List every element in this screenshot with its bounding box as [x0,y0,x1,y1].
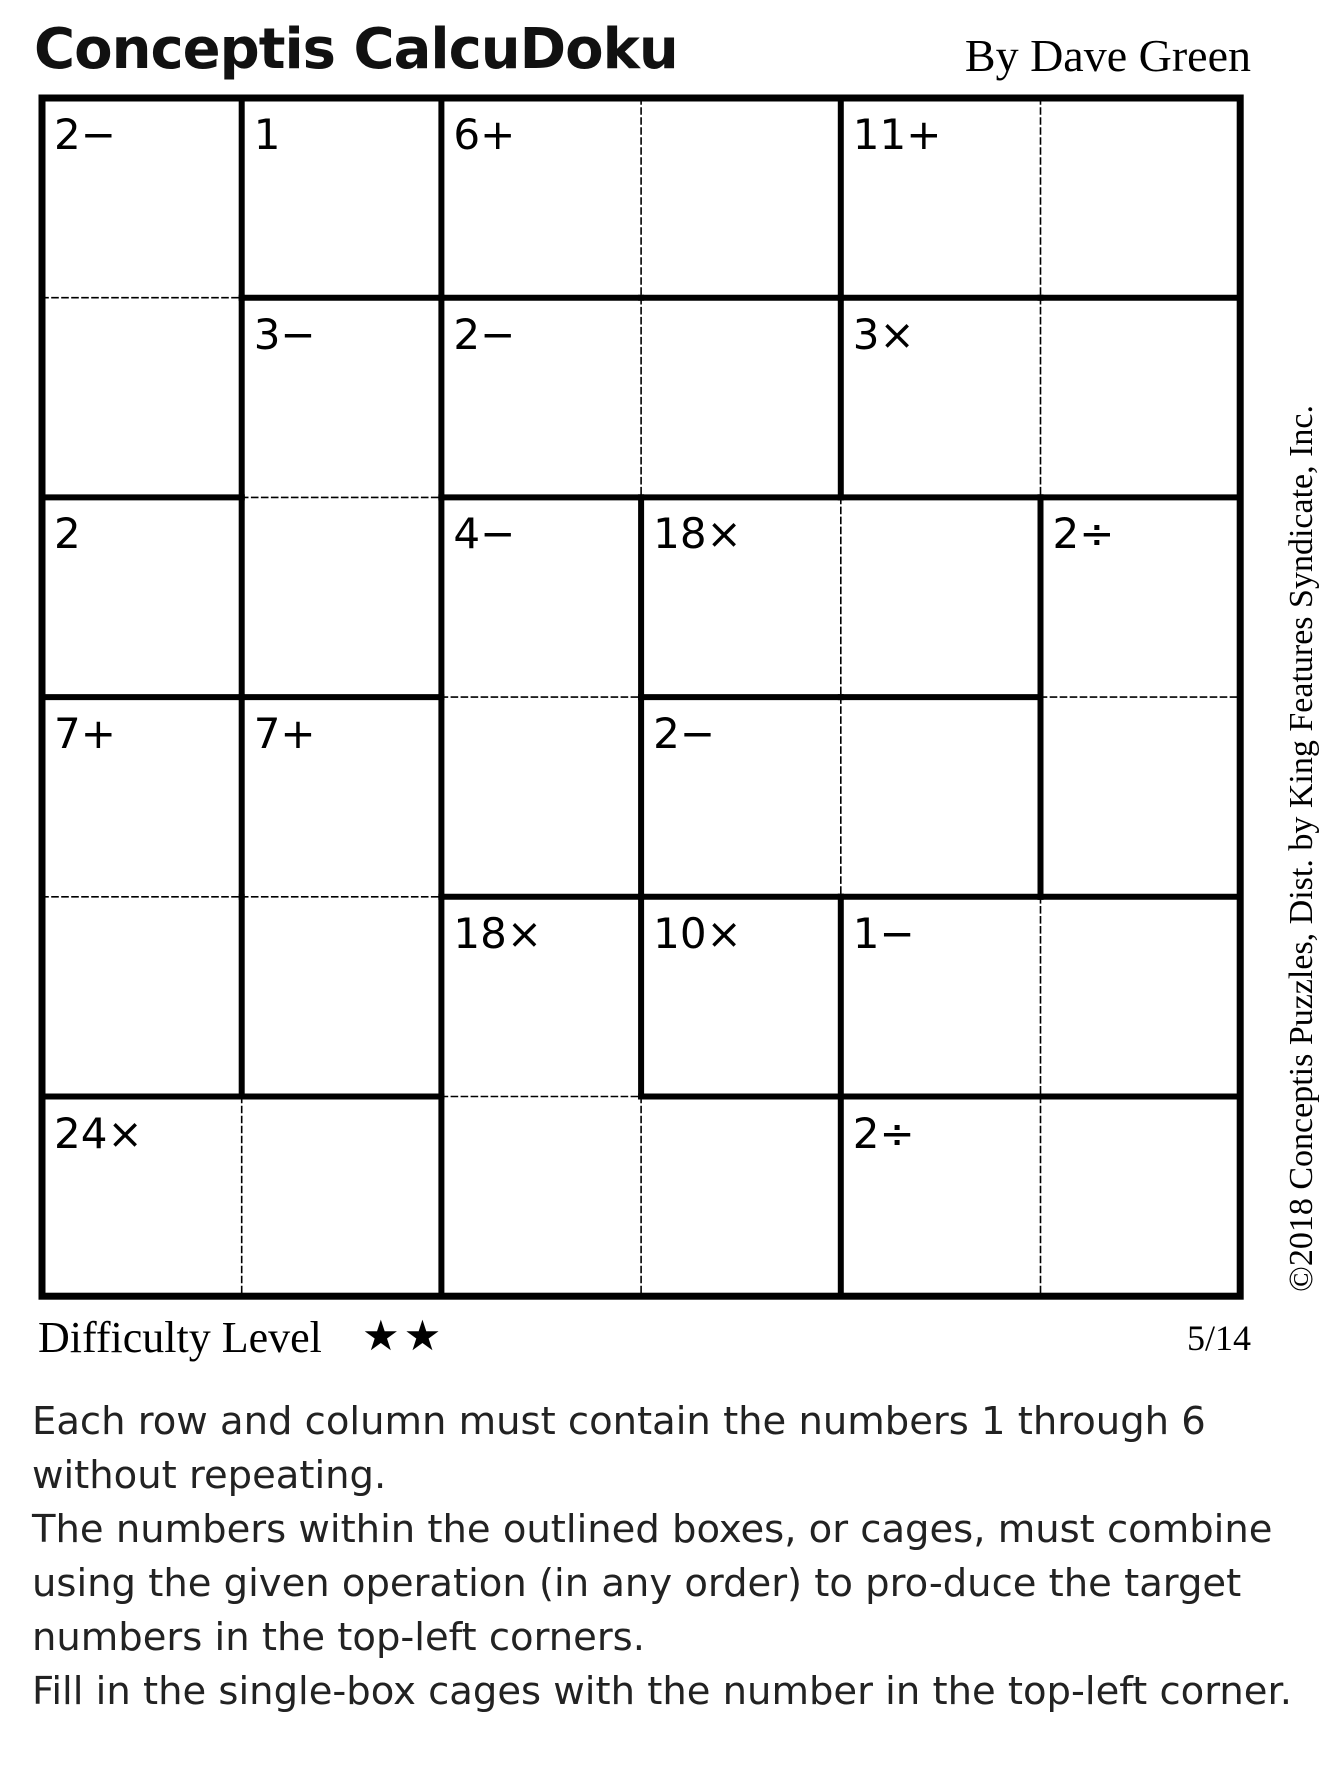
author-byline: By Dave Green [964,30,1251,81]
instruction-rows-columns: Each row and column must contain the numbers 1 through 6 without repeating. [32,1399,1206,1498]
difficulty-stars: ★★ [362,1311,446,1360]
cage-clue: 24× [54,1108,143,1158]
instruction-single-box: Fill in the single-box cages with the number in the top-left corner. [32,1669,1292,1714]
cage-clue: 3− [253,309,316,359]
cage-clue: 11+ [852,110,942,159]
instructions [32,1395,1302,1719]
cage-clue: 2÷ [1052,509,1115,559]
cage-clue: 2÷ [852,1108,915,1158]
cage-clue: 1 [253,110,281,159]
cage-clue: 2− [453,309,516,359]
cage-clue: 2− [54,110,116,159]
cage-clue: 4− [453,509,516,559]
cage-clue: 2− [653,709,716,759]
copyright-notice: ©2018 Conceptis Puzzles, Dist. by King Features Syndicate, Inc. [1283,404,1320,1292]
puzzle-date: 5/14 [1186,1318,1251,1358]
cage-clue: 2 [54,509,81,559]
cage-clue: 18× [653,509,742,559]
cage-clue: 6+ [453,110,516,159]
difficulty-label: Difficulty Level [38,1313,322,1362]
cage-clue: 7+ [54,709,116,759]
cage-clue: 18× [453,908,543,958]
cage-clue: 7+ [253,709,316,759]
puzzle-title: Conceptis CalcuDoku [34,17,678,82]
instruction-cages: The numbers within the outlined boxes, or cages, must combine using the given operation (in any order) to pro-duce the target numbers in the top-left corners. [32,1507,1273,1660]
cage-clue: 10× [653,908,742,958]
cage-clue: 3× [852,309,915,359]
cage-clue: 1− [852,908,915,958]
